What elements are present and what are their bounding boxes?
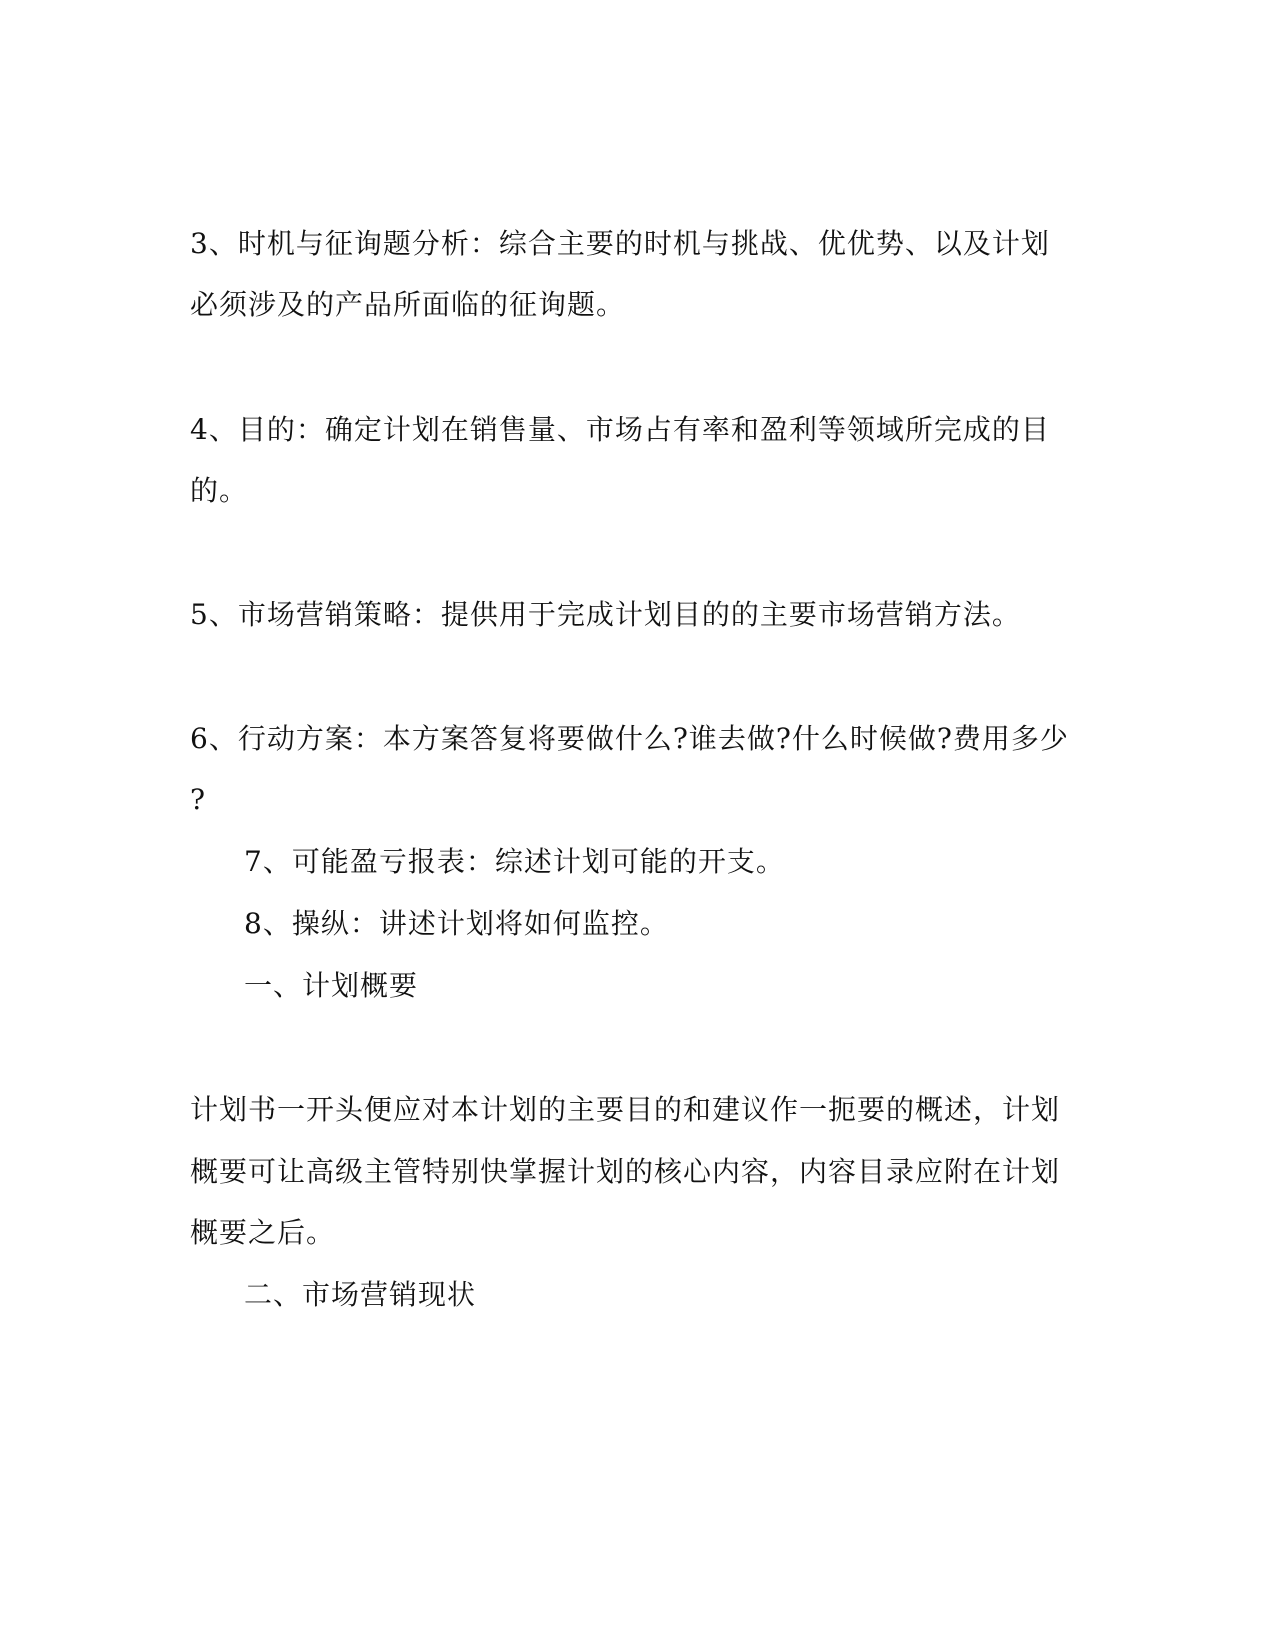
item-6-line-1: 6、行动方案：本方案答复将要做什么?谁去做?什么时候做?费用多少 — [190, 722, 1069, 755]
summary-line-1: 计划书一开头便应对本计划的主要目的和建议作一扼要的概述，计划 — [190, 1093, 1061, 1126]
summary-line-3: 概要之后。 — [190, 1216, 336, 1249]
item-8: 8、操纵：讲述计划将如何监控。 — [244, 907, 669, 940]
section-heading-1: 一、计划概要 — [244, 969, 419, 1002]
item-3-line-2: 必须涉及的产品所面临的征询题。 — [190, 288, 626, 321]
item-5-line-1: 5、市场营销策略：提供用于完成计划目的的主要市场营销方法。 — [190, 598, 1021, 631]
item-6-line-2: ? — [190, 783, 207, 816]
item-4-line-1: 4、目的：确定计划在销售量、市场占有率和盈利等领域所完成的目 — [190, 413, 1050, 446]
summary-line-2: 概要可让高级主管特别快掌握计划的核心内容，内容目录应附在计划 — [190, 1155, 1061, 1188]
item-7: 7、可能盈亏报表：综述计划可能的开支。 — [244, 845, 785, 878]
section-heading-2: 二、市场营销现状 — [244, 1278, 477, 1311]
item-4-line-2: 的。 — [190, 474, 249, 507]
item-3-line-1: 3、时机与征询题分析：综合主要的时机与挑战、优优势、以及计划 — [190, 227, 1050, 260]
